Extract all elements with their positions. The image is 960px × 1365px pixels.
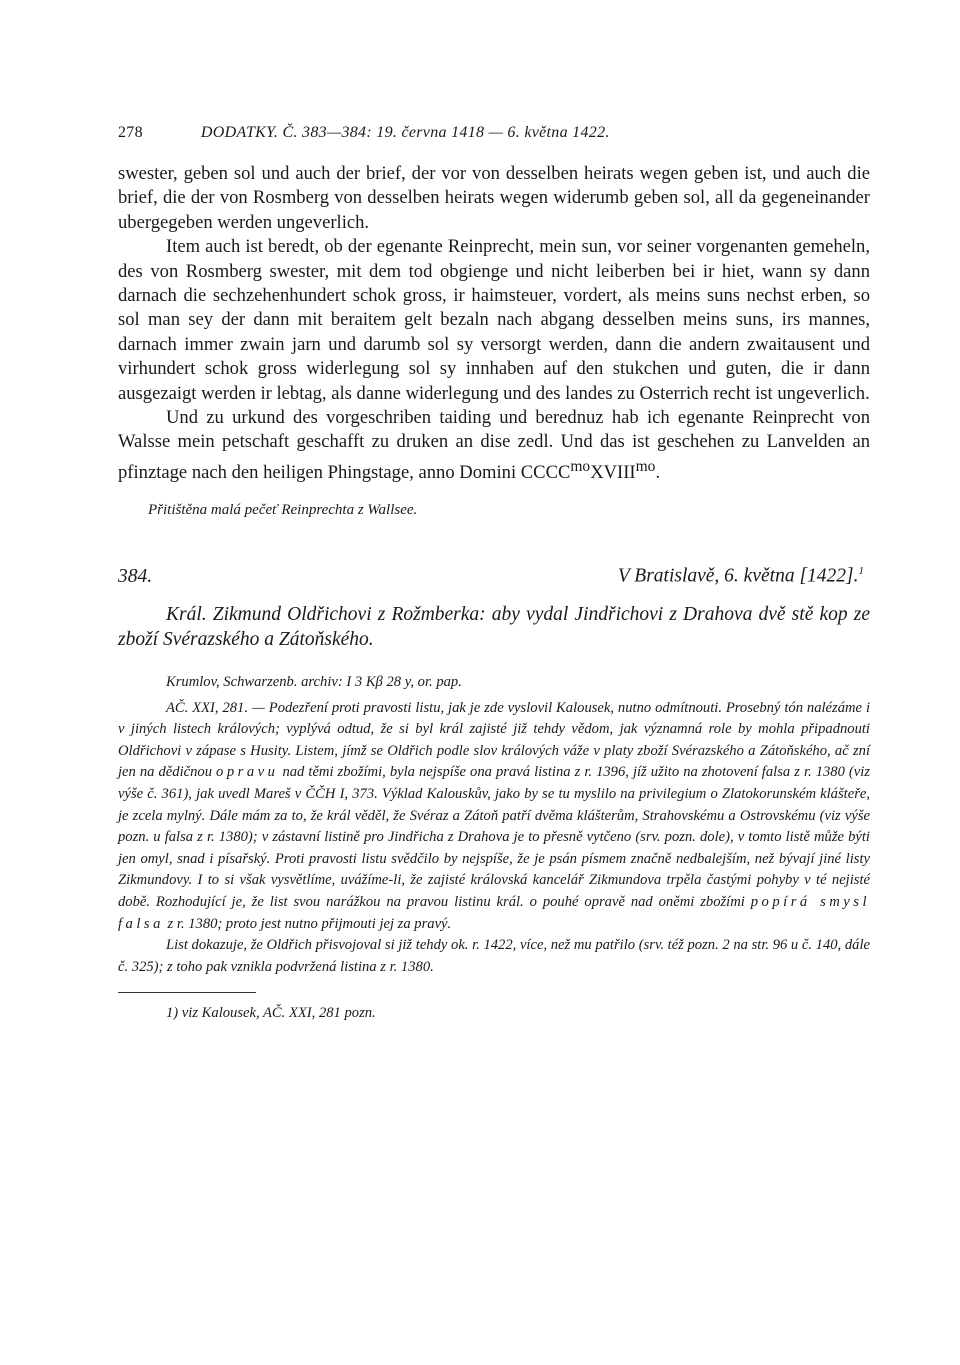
superscript-mo: mo [570,457,591,475]
critical-notes [118,672,870,978]
running-title: DODATKY. Č. 383—384: 19. června 1418 — 6. května 1422. [200,124,610,141]
note-text: AČ. XXI, 281. — Podezření proti pravosti listu, jak je zde vyslovil Kalousek, nutno odmítnouti. Prosebný tón nalézáme i v jiných listech králových; vyplývá odtud, že si byl král zajisté již tehdy vědom, jak významná role by mohla připadnouti Oldřichovi v zápase s Husity. Listem, jímž se Oldřich podle slov králových váže v platy zboží Svérazského a Zátoňského, ač zní jen na dědičnou [118,699,870,781]
document-number: 384. [118,565,153,587]
spaced-term: popírá smysl falsa [118,893,871,932]
running-head [118,124,870,142]
footnote-mark: 1 [858,565,864,578]
note-text: z r. 1380; proto jest nutno přijmouti jej za pravý. [167,915,452,932]
footnote: 1) viz Kalousek, AČ. XXI, 281 pozn. [166,1005,376,1022]
paragraph-item: Item auch ist beredt, ob der egenante Reinprecht, mein sun, vor seiner vorgenanten gemeheln, des von Rosmberg swester, mit dem tod obgienge und nicht leiberben bei ir hiet, wann sy dann darnach die sechzehenhundert schok gross, ir haimsteuer, vordert, als meins suns nechst erben, so sol man sey der dann mit beraitem gelt bezaln nach abgang desselben meins suns, irs mannes, darnach immer zwain jarn und darumb sol sy versorgt werden, dann die andern zwaitausent und virhundert schok gross widerlegung sol sy innhaben auf den stukchen und guten, die ir dann ausgezaigt werden ir lebtag, als danne widerlegung und des landes zu Osterrich recht ist ungeverlich. [118,236,870,404]
footnote-rule [118,992,256,993]
closing-period: . [655,462,661,484]
note-text: nad těmi zbožími, byla nejspíše ona pravá listina z r. 1396, jíž užito na zhotovení falsa z r. 1380 (viz výše č. 361), jak uvedl Mareš v ČČH I, 373. Výklad Kalouskův, jako by se tu myslilo na privilegium o Zlatokorunském klášteře, je zcela mylný. Dále mám za to, že král věděl, že Svéraz a Zátoň patří dvěma klášterům, Strahovskému a Ostrovskému (viz výše pozn. u falsa z r. 1380); v zástavní listině pro Jindřicha z Drahova je to přesně vytčeno (srv. pozn. dole), v tomto listě může býti jen omyl, snad i písařský. Proti pravosti listu svědčilo by nejspíše, že je psán písmem značně nedbalejším, než bývají jiné listy Zikmundovy. I to si však vysvětlíme, uvážíme-li, že zajisté královská kancelář Zikmundova trpěla častými pohyby v té nejisté době. Rozhodující je, že list svou narážkou na pravou listinu král. o pouhé opravě nad oněmi zbožími [118,764,870,910]
document-383-text [118,162,870,485]
document-page [118,124,870,1023]
page-number: 278 [118,124,143,141]
superscript-mo: mo [635,457,656,475]
closing-year: XVIII [590,462,636,484]
paragraph-continuation: swester, geben sol und auch der brief, der vor von desselben heirats wegen geben ist, und auch die brief, die der von Rosmberg von desselben heirats wegen widerumb geben sol, all da gegeneinander ubergegeben werden ungeverlich. [118,163,870,233]
place-date-text: V Bratislavě, 6. května [1422]. [617,565,859,587]
spaced-term: opravu [216,764,279,781]
paragraph-closing [118,406,870,485]
seal-note: Přitištěna malá pečeť Reinprechta z Wallsee. [148,502,418,519]
closing-text: Und zu urkund des vorgeschriben taiding und berednuz hab ich egenante Reinprecht von Walsse mein petschaft geschafft zu druken an dise zedl. Und das ist geschehen zu Lanvelden an pfinztage nach den heiligen Phingstage, anno Domini CCCC [118,407,870,484]
note-paragraph-2: List dokazuje, že Oldřich přisvojoval si již tehdy ok. r. 1422, více, než mu patřilo (srv. též pozn. 2 na str. 96 u č. 140, dále č. 325); z toho pak vznikla podvržená listina z r. 1380. [118,937,870,975]
source-citation: Krumlov, Schwarzenb. archiv: I 3 Kβ 28 y, or. pap. [166,673,462,690]
note-paragraph-1 [118,698,870,936]
document-384-heading [118,565,870,588]
place-date [618,565,864,588]
regest: Král. Zikmund Oldřichovi z Rožmberka: aby vydal Jindřichovi z Drahova dvě stě kop ze zboží Svérazského a Zátoňského. [118,603,870,650]
